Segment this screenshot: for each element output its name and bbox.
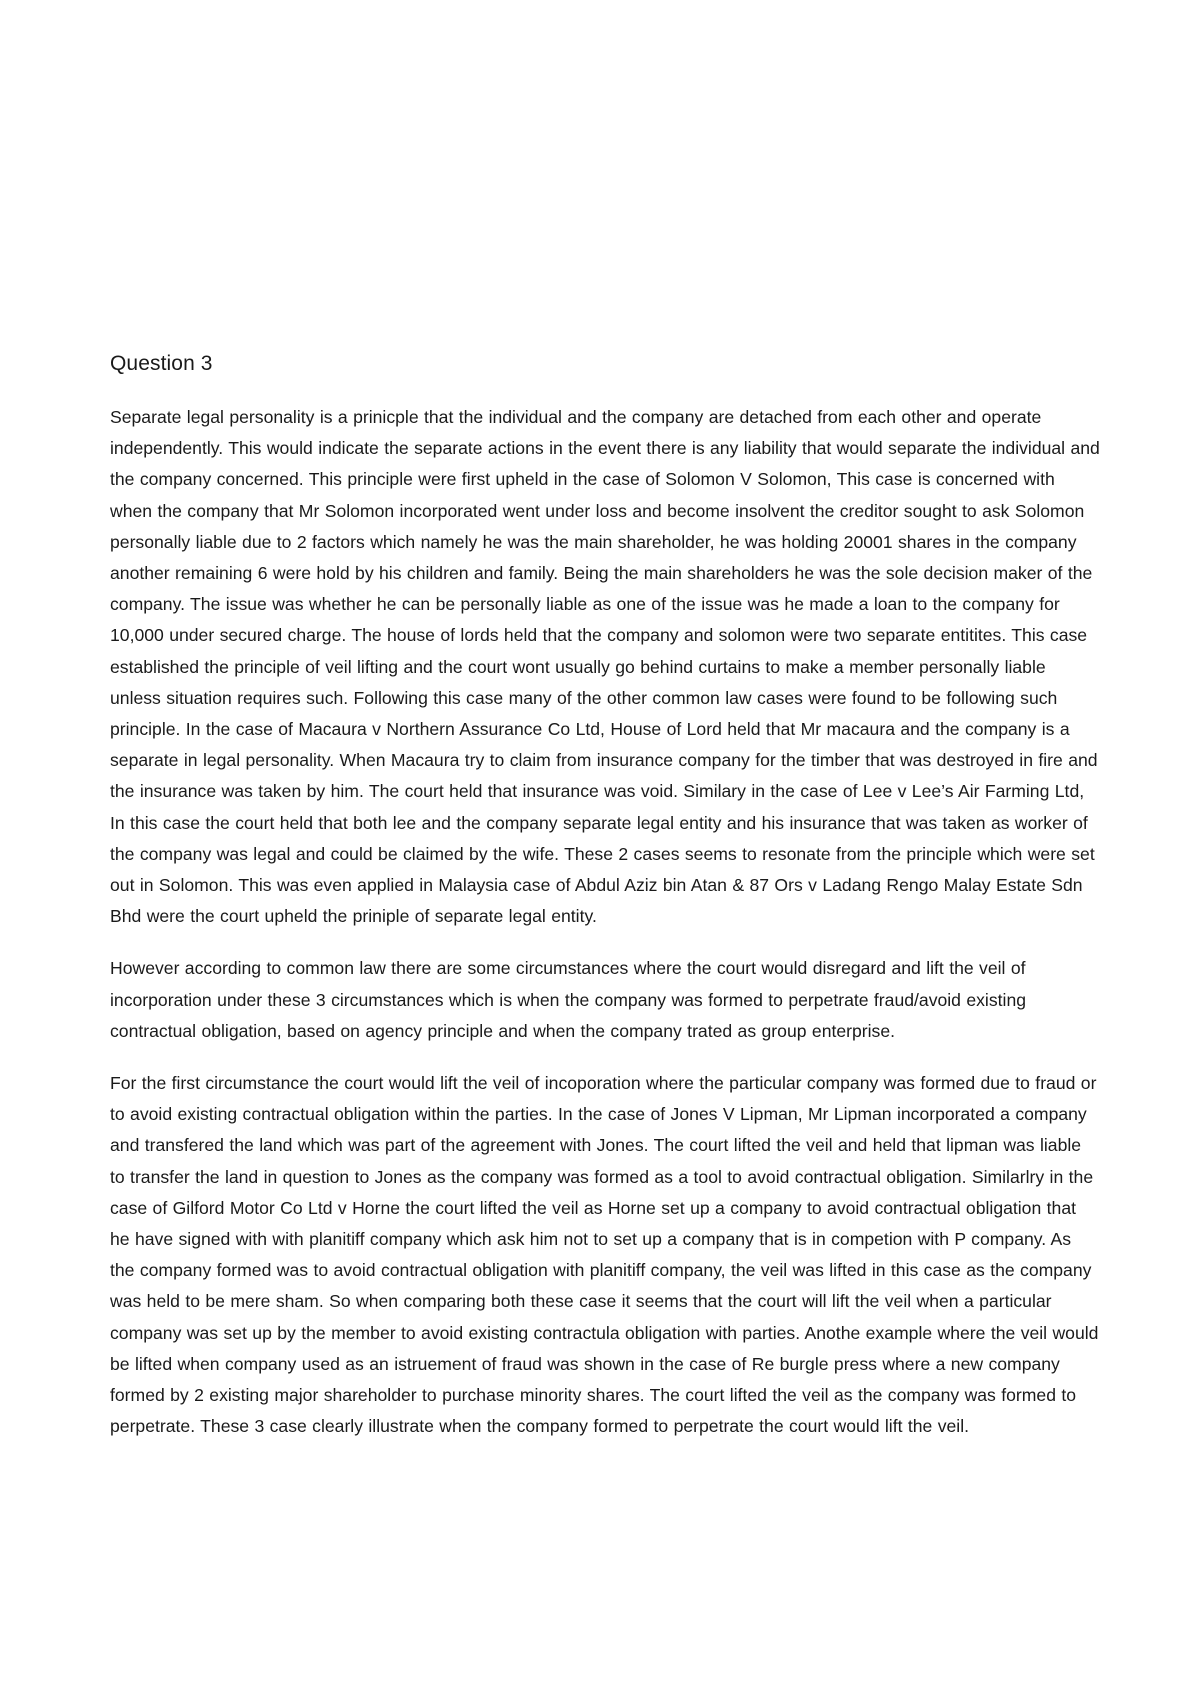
document-body bbox=[110, 350, 1100, 1464]
paragraph-fraud-circumstance: For the first circumstance the court would lift the veil of incoporation where the particular company was formed due to fraud or to avoid existing contractual obligation within the parties. In the case of Jones V Lipman, Mr Lipman incorporated a company and transfered the land which was part of the agreement with Jones. The court lifted the veil and held that lipman was liable to transfer the land in question to Jones as the company was formed as a tool to avoid contractual obligation. Similarlry in the case of Gilford Motor Co Ltd v Horne the court lifted the veil as Horne set up a company to avoid contractual obligation that he have signed with with planitiff company which ask him not to set up a company that is in competion with P company. As the company formed was to avoid contractual obligation with planitiff company, the veil was lifted in this case as the company was held to be mere sham. So when comparing both these case it seems that the court will lift the veil when a particular company was set up by the member to avoid existing contractula obligation with parties. Anothe example where the veil would be lifted when company used as an istruement of fraud was shown in the case of Re burgle press where a new company formed by 2 existing major shareholder to purchase minority shares. The court lifted the veil as the company was formed to perpetrate. These 3 case clearly illustrate when the company formed to perpetrate the court would lift the veil. bbox=[110, 1073, 1099, 1437]
paragraph-lifting-circumstances: However according to common law there are some circumstances where the court would disregard and lift the veil of incorporation under these 3 circumstances which is when the company was formed to perpetrate fraud/avoid existing contractual obligation, based on agency principle and when the company trated as group enterprise. bbox=[110, 958, 1027, 1041]
question-heading: Question 3 bbox=[110, 352, 213, 375]
paragraph-separate-legal-personality: Separate legal personality is a prinicple that the individual and the company are detached from each other and operate independently. This would indicate the separate actions in the event there is any liability that would separate the individual and the company concerned. This principle were first upheld in the case of Solomon V Solomon, This case is concerned with when the company that Mr Solomon incorporated went under loss and become insolvent the creditor sought to ask Solomon personally liable due to 2 factors which namely he was the main shareholder, he was holding 20001 shares in the company another remaining 6 were hold by his children and family. Being the main shareholders he was the sole decision maker of the company. The issue was whether he can be personally liable as one of the issue was he made a loan to the company for 10,000 under secured charge. The house of lords held that the company and solomon were two separate entitites. This case established the principle of veil lifting and the court wont usually go behind curtains to make a member personally liable unless situation requires such. Following this case many of the other common law cases were found to be following such principle. In the case of Macaura v Northern Assurance Co Ltd, House of Lord held that Mr macaura and the company is a separate in legal personality. When Macaura try to claim from insurance company for the timber that was destroyed in fire and the insurance was taken by him. The court held that insurance was void. Similary in the case of Lee v Lee’s Air Farming Ltd, In this case the court held that both lee and the company separate legal entity and his insurance that was taken as worker of the company was legal and could be claimed by the wife. These 2 cases seems to resonate from the principle which were set out in Solomon. This was even applied in Malaysia case of Abdul Aziz bin Atan & 87 Ors v Ladang Rengo Malay Estate Sdn Bhd were the court upheld the priniple of separate legal entity. bbox=[110, 407, 1100, 927]
